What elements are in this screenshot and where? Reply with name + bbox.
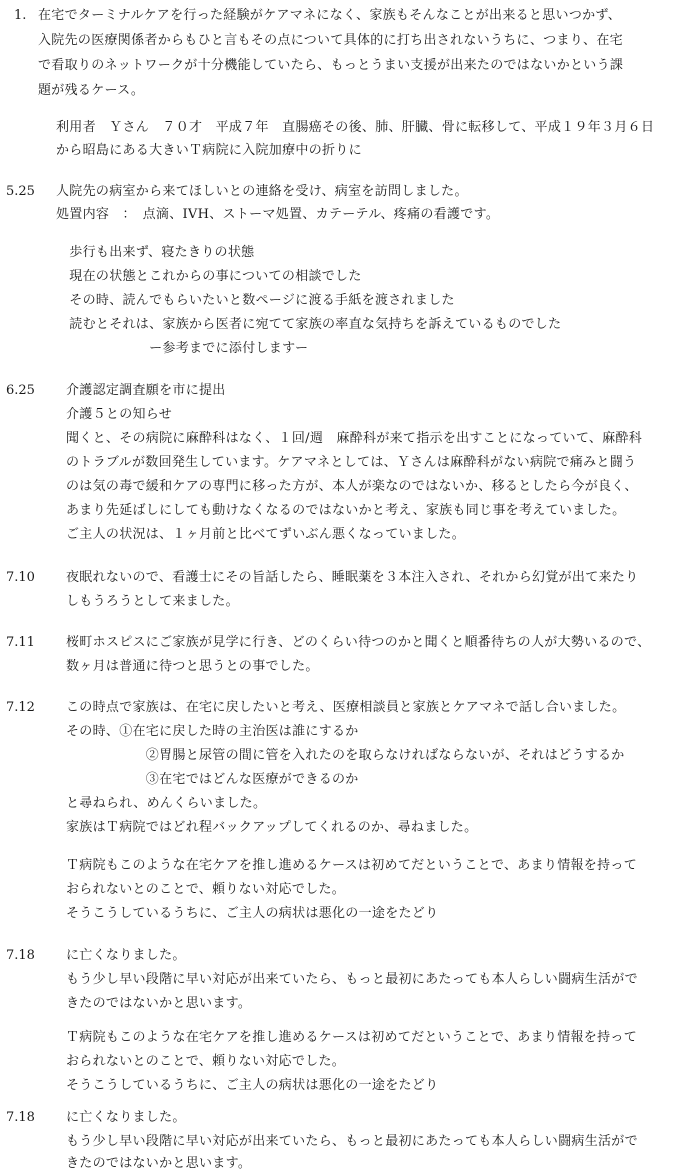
entry-line: 介護認定調査願を市に提出 — [66, 383, 226, 398]
entry-line: そうこうしているうちに、ご主人の病状は悪化の一途をたどり — [66, 1078, 439, 1093]
entry-line: もう少し早い段階に早い対応が出来ていたら、もっと最初にあたっても本人らしい闘病生活がで — [66, 1134, 638, 1149]
entry-date: 7.11 — [6, 635, 35, 650]
entry-date: 5.25 — [6, 184, 35, 199]
entry-line: ご主人の状況は、１ヶ月前と比べてずいぶん悪くなっていました。 — [66, 527, 466, 542]
entry-line: のトラブルが数回発生しています。ケアマネとしては、Ｙさんは麻酔科がない病院で痛みと闘う — [66, 455, 637, 470]
entry-line: きたのではないかと思います。 — [66, 996, 252, 1011]
entry-date: 7.18 — [6, 1110, 35, 1125]
entry-line: 夜眠れないので、看護士にその旨話したら、睡眠薬を３本注入され、それから幻覚が出て来たり — [66, 570, 639, 585]
profile-line: から昭島にある大きいＴ病院に入院加療中の折りに — [56, 143, 362, 158]
entry-line: あまり先延ばしにしても動けなくなるのではないかと考え、家族も同じ事を考えていました。 — [66, 503, 626, 518]
profile-line: 利用者 Ｙさん ７０才 平成７年 直腸癌その後、肺、肝臓、骨に転移して、平成１９年３月６日 — [56, 120, 655, 135]
entry-line: Ｔ病院もこのような在宅ケアを推し進めるケースは初めてだということで、あまり情報を持って — [66, 1030, 637, 1045]
entry-date: 7.18 — [6, 948, 35, 963]
entry-line: その時、読んでもらいたいと数ページに渡る手紙を渡されました — [56, 293, 455, 308]
intro-line: 入院先の医療関係者からもひと言もその点について具体的に打ち出されないうちに、つまり、在宅 — [38, 33, 623, 48]
intro-line: 在宅でターミナルケアを行った経験がケアマネになく、家族もそんなことが出来ると思いつかず、 — [38, 8, 621, 23]
entry-line: のは気の毒で緩和ケアの専門に移った方が、本人が楽なのではないか、移るとしたら今が良く、 — [66, 479, 638, 494]
entry-line: もう少し早い段階に早い対応が出来ていたら、もっと最初にあたっても本人らしい闘病生活がで — [66, 972, 638, 987]
entry-line: に亡くなりました。 — [66, 1110, 186, 1125]
entry-line: 処置内容 ： 点滴、IVH、ストーマ処置、カテーテル、疼痛の看護です。 — [56, 207, 500, 222]
entry-line: その時、①在宅に戻した時の主治医は誰にするか — [66, 724, 359, 739]
entry-line: きたのではないかと思います。 — [66, 1156, 252, 1171]
entry-line: 数ヶ月は普通に待つと思うとの事でした。 — [66, 659, 319, 674]
section-number: 1. — [14, 8, 27, 23]
entry-line: 家族はＴ病院ではどれ程バックアップしてくれるのか、尋ねました。 — [66, 820, 478, 835]
entry-line: この時点で家族は、在宅に戻したいと考え、医療相談員と家族とケアマネで話し合いました。 — [66, 700, 626, 715]
entry-line: Ｔ病院もこのような在宅ケアを推し進めるケースは初めてだということで、あまり情報を持って — [66, 858, 637, 873]
entry-line: しもうろうとして来ました。 — [66, 594, 239, 609]
entry-line: そうこうしているうちに、ご主人の病状は悪化の一途をたどり — [66, 906, 439, 921]
intro-line: で看取りのネットワークが十分機能していたら、もっとうまい支援が出来たのではないかという課 — [38, 58, 624, 73]
entry-line: ー参考までに添付しますー — [56, 341, 309, 356]
entry-line: おられないとのことで、頼りない対応でした。 — [66, 1054, 346, 1069]
entry-line: おられないとのことで、頼りない対応でした。 — [66, 882, 346, 897]
entry-line: に亡くなりました。 — [66, 948, 186, 963]
entry-line: と尋ねられ、めんくらいました。 — [66, 796, 267, 811]
entry-line: 人院先の病室から来てほしいとの連絡を受け、病室を訪問しました。 — [56, 184, 468, 199]
entry-line: 聞くと、その病院に麻酔科はなく、１回/週 麻酔科が来て指示を出すことになっていて、麻酔科 — [66, 431, 643, 446]
entry-date: 7.10 — [6, 570, 35, 585]
entry-line: ③在宅ではどんな医療ができるのか — [66, 772, 359, 787]
entry-line: 桜町ホスピスにご家族が見学に行き、どのくらい待つのかと聞くと順番待ちの人が大勢いるので、 — [66, 635, 651, 650]
entry-date: 6.25 — [6, 383, 35, 398]
entry-line: 介護５との知らせ — [66, 407, 173, 422]
entry-line: 現在の状態とこれからの事についての相談でした — [56, 269, 362, 284]
entry-date: 7.12 — [6, 700, 35, 715]
intro-line: 題が残るケース。 — [38, 83, 145, 98]
entry-line: ②胃腸と尿管の間に管を入れたのを取らなければならないが、それはどうするか — [66, 748, 625, 763]
entry-line: 歩行も出来ず、寝たきりの状態 — [56, 245, 255, 260]
entry-line: 読むとそれは、家族から医者に宛てて家族の率直な気持ちを訴えているものでした — [56, 317, 562, 332]
